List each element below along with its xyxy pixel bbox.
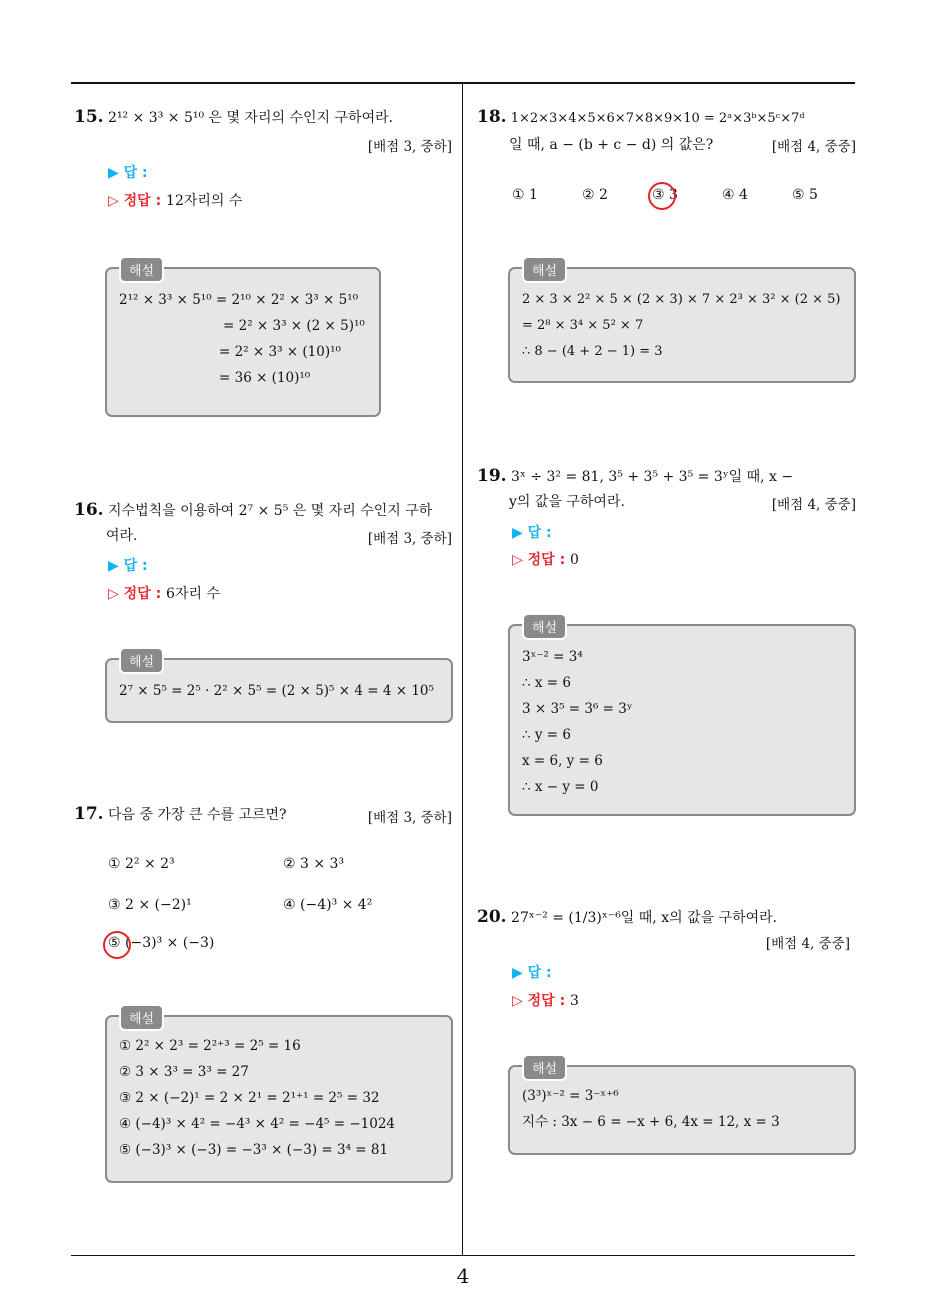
explanation-line: = 2² × 3³ × (2 × 5)¹⁰ [223, 318, 365, 334]
question-number: 19. [477, 466, 507, 486]
answer-input[interactable]: ▶ 답 : [512, 525, 552, 541]
option-5[interactable]: ⑤ (−3)³ × (−3) [108, 935, 215, 951]
correct-answer [108, 583, 220, 603]
option-1[interactable]: ① 2² × 2³ [108, 856, 175, 872]
correct-value: 6자리 수 [166, 586, 220, 602]
correct-answer [512, 990, 579, 1010]
option-5[interactable]: ⑤ 5 [792, 187, 818, 203]
column-divider [462, 84, 463, 1255]
question-number: 17. [74, 804, 104, 824]
explanation-title: 해설 [522, 1054, 567, 1081]
question-text: 1×2×3×4×5×6×7×8×9×10 = 2ᵃ×3ᵇ×5ᶜ×7ᵈ [510, 111, 805, 126]
explanation-lines [119, 678, 434, 704]
explanation-title: 해설 [522, 613, 567, 640]
question-number: 20. [477, 907, 507, 927]
explanation-line: = 2² × 3³ × (10)¹⁰ [219, 344, 341, 360]
question-number: 18. [477, 107, 507, 127]
explanation-line: ⑤ (−3)³ × (−3) = −3³ × (−3) = 3⁴ = 81 [119, 1142, 389, 1158]
explanation-box [508, 621, 856, 816]
question-text: 지수법칙을 이용하여 2⁷ × 5⁵ 은 몇 자리 수인지 구하 [108, 503, 433, 519]
explanation-line: = 36 × (10)¹⁰ [219, 370, 311, 386]
bottom-rule [71, 1255, 855, 1256]
option-3[interactable]: ③ 2 × (−2)¹ [108, 897, 192, 913]
correct-label: ▷ 정답 : [108, 193, 162, 209]
question-text: 2¹² × 3³ × 5¹⁰ 은 몇 자리의 수인지 구하여라. [108, 110, 394, 126]
top-rule [71, 82, 855, 84]
explanation-box [105, 655, 453, 723]
correct-label: ▷ 정답 : [512, 552, 566, 568]
selected-answer-circle-icon [103, 931, 131, 959]
score-source: [배점 4, 중중] [771, 497, 856, 513]
explanation-line: 2 × 3 × 2² × 5 × (2 × 3) × 7 × 2³ × 3² × (2 × 5) [522, 292, 841, 307]
correct-label: ▷ 정답 : [108, 586, 162, 602]
option-3[interactable]: ③ 3 [652, 187, 678, 203]
explanation-lines [522, 287, 840, 365]
explanation-line: (3³)ˣ⁻² = 3⁻ˣ⁺⁶ [522, 1088, 619, 1104]
explanation-line: 3 × 3⁵ = 3⁶ = 3ʸ [522, 701, 633, 717]
correct-value: 3 [570, 993, 579, 1009]
explanation-box [105, 264, 381, 417]
explanation-lines [522, 1083, 780, 1135]
question-number: 15. [74, 107, 104, 127]
explanation-line: ∴ x − y = 0 [522, 779, 599, 795]
score-source: [배점 3, 중하] [367, 810, 452, 826]
explanation-box [508, 1062, 856, 1155]
explanation-title: 해설 [119, 256, 164, 283]
option-4[interactable]: ④ (−4)³ × 4² [283, 897, 373, 913]
explanation-line: ∴ 8 − (4 + 2 − 1) = 3 [522, 344, 663, 359]
explanation-line: ② 3 × 3³ = 3³ = 27 [119, 1064, 249, 1080]
explanation-line: = 2⁸ × 3⁴ × 5² × 7 [522, 318, 644, 333]
option-4[interactable]: ④ 4 [722, 187, 748, 203]
correct-value: 12자리의 수 [166, 193, 243, 209]
question-text-cont: 일 때, a − (b + c − d) 의 값은? [509, 137, 714, 153]
correct-value: 0 [570, 552, 579, 568]
explanation-box [105, 1012, 453, 1183]
explanation-line: 지수 : 3x − 6 = −x + 6, 4x = 12, x = 3 [522, 1114, 780, 1130]
selected-answer-circle-icon [648, 182, 676, 210]
option-1[interactable]: ① 1 [512, 187, 538, 203]
correct-answer [108, 190, 242, 210]
question-text: 27ˣ⁻² = (1/3)ˣ⁻⁶일 때, x의 값을 구하여라. [511, 910, 778, 926]
explanation-line: 2¹² × 3³ × 5¹⁰ = 2¹⁰ × 2² × 3³ × 5¹⁰ [119, 292, 359, 308]
score-source: [배점 4, 중중] [765, 936, 850, 952]
explanation-line: x = 6, y = 6 [522, 753, 603, 769]
question-text: 다음 중 가장 큰 수를 고르면? [108, 807, 287, 823]
explanation-title: 해설 [119, 647, 164, 674]
answer-input[interactable]: ▶ 답 : [512, 965, 552, 981]
question-text: 3ˣ ÷ 3² = 81, 3⁵ + 3⁵ + 3⁵ = 3ʸ일 때, x − [511, 469, 794, 485]
explanation-lines [522, 644, 633, 800]
explanation-title: 해설 [522, 256, 567, 283]
question-number: 16. [74, 500, 104, 520]
explanation-line: ③ 2 × (−2)¹ = 2 × 2¹ = 2¹⁺¹ = 2⁵ = 32 [119, 1090, 380, 1106]
score-source: [배점 3, 중하] [367, 531, 452, 547]
score-source: [배점 3, 중하] [367, 139, 452, 155]
answer-input[interactable]: ▶ 답 : [108, 558, 148, 574]
explanation-title: 해설 [119, 1004, 164, 1031]
option-2[interactable]: ② 3 × 3³ [283, 856, 345, 872]
correct-answer [512, 549, 579, 569]
question-text-cont: 여라. [106, 528, 138, 544]
explanation-lines [119, 287, 365, 391]
explanation-line: ∴ x = 6 [522, 675, 571, 691]
question-text-cont: y의 값을 구하여라. [509, 494, 625, 510]
answer-input[interactable]: ▶ 답 : [108, 165, 148, 181]
explanation-box [508, 264, 856, 383]
explanation-line: ① 2² × 2³ = 2²⁺³ = 2⁵ = 16 [119, 1038, 301, 1054]
explanation-lines [119, 1033, 395, 1163]
page-number: 4 [456, 1264, 470, 1288]
explanation-line: 3ˣ⁻² = 3⁴ [522, 649, 583, 665]
explanation-line: 2⁷ × 5⁵ = 2⁵ · 2² × 5⁵ = (2 × 5)⁵ × 4 = 4 × 10⁵ [119, 683, 434, 699]
score-source: [배점 4, 중중] [771, 139, 856, 155]
correct-label: ▷ 정답 : [512, 993, 566, 1009]
explanation-line: ∴ y = 6 [522, 727, 571, 743]
explanation-line: ④ (−4)³ × 4² = −4³ × 4² = −4⁵ = −1024 [119, 1116, 396, 1132]
option-2[interactable]: ② 2 [582, 187, 608, 203]
